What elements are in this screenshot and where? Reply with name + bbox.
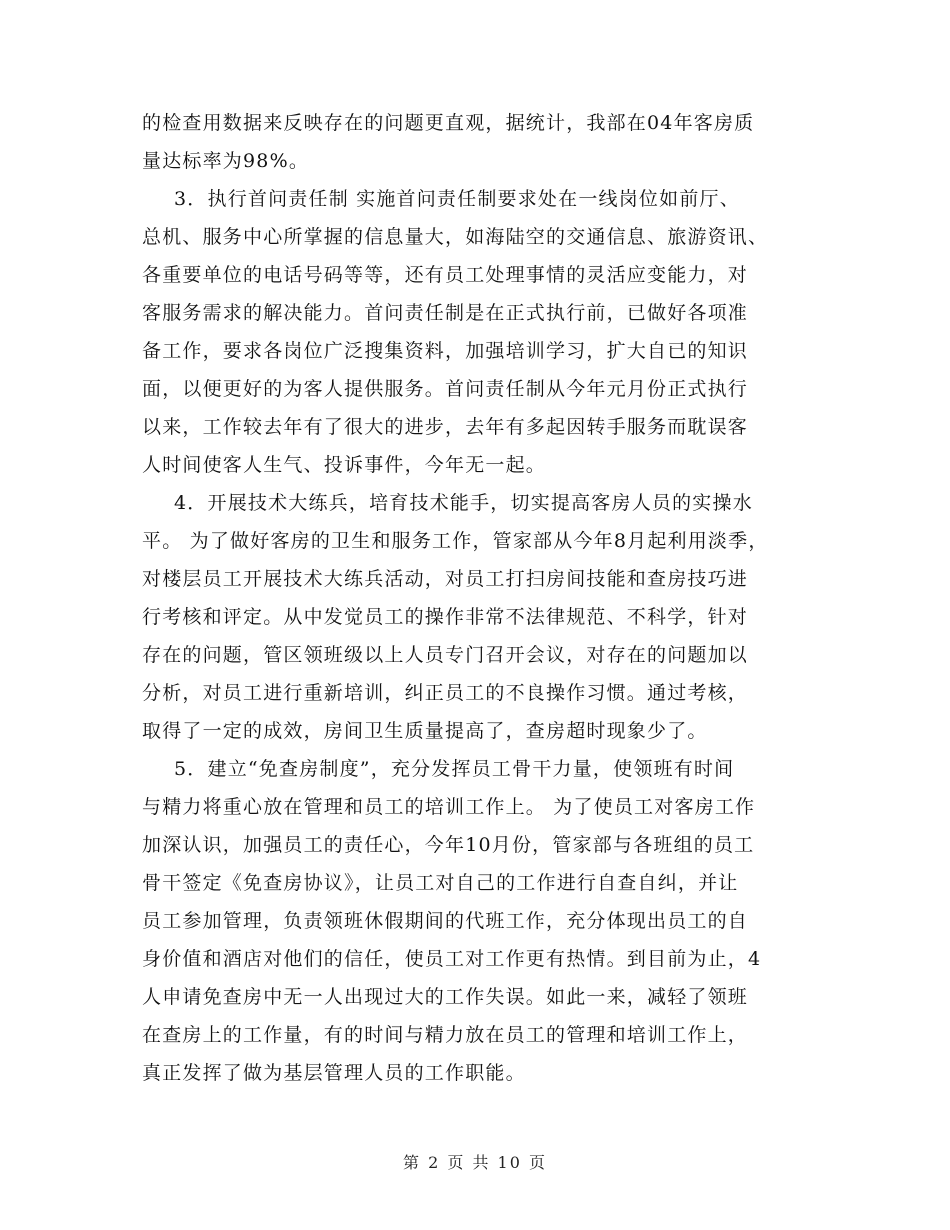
text-line: 总机、服务中心所掌握的信息量大，如海陆空的交通信息、旅游资讯、	[142, 226, 769, 248]
text-line: 加深认识，加强员工的责任心，今年10月份，管家部与各班组的员工	[142, 834, 755, 856]
text-line: 对楼层员工开展技术大练兵活动，对员工打扫房间技能和查房技巧进	[142, 568, 749, 590]
text-line: 人申请免查房中无一人出现过大的工作失误。如此一来，减轻了领班	[142, 986, 749, 1008]
text-line: 分析，对员工进行重新培训，纠正员工的不良操作习惯。通过考核，	[142, 682, 749, 704]
text-line: 在查房上的工作量，有的时间与精力放在员工的管理和培训工作上，	[142, 1024, 749, 1046]
text-line: 各重要单位的电话号码等等，还有员工处理事情的灵活应变能力，对	[142, 264, 749, 286]
text-line: 人时间使客人生气、投诉事件，今年无一起。	[142, 454, 547, 476]
text-line: 备工作，要求各岗位广泛搜集资料，加强培训学习，扩大自已的知识	[142, 340, 749, 362]
text-line: 量达标率为98%。	[142, 150, 310, 172]
text-line: 平。 为了做好客房的卫生和服务工作，管家部从今年8月起利用淡季，	[142, 530, 769, 552]
text-line: 以来，工作较去年有了很大的进步，去年有多起因转手服务而耽误客	[142, 416, 749, 438]
paragraph-heading-5: 5．建立“免查房制度”，充分发挥员工骨干力量，使领班有时间	[174, 758, 735, 780]
text-line: 存在的问题，管区领班级以上人员专门召开会议，对存在的问题加以	[142, 644, 749, 666]
text-line: 与精力将重心放在管理和员工的培训工作上。 为了使员工对客房工作	[142, 796, 756, 818]
text-line: 真正发挥了做为基层管理人员的工作职能。	[142, 1062, 526, 1084]
text-line: 骨干签定《免查房协议》，让员工对自己的工作进行自查自纠，并让	[142, 872, 739, 894]
text-line: 身价值和酒店对他们的信任，使员工对工作更有热情。到目前为止，4	[142, 948, 762, 970]
paragraph-heading-4: 4．开展技术大练兵，培育技术能手，切实提高客房人员的实操水	[174, 492, 753, 514]
page-number-footer: 第 2 页 共 10 页	[403, 1153, 547, 1172]
text-line: 面，以便更好的为客人提供服务。首问责任制从今年元月份正式执行	[142, 378, 749, 400]
text-line: 的检查用数据来反映存在的问题更直观，据统计，我部在04年客房质	[142, 112, 755, 134]
body-text	[142, 104, 812, 1092]
text-line: 员工参加管理，负责领班休假期间的代班工作，充分体现出员工的自	[142, 910, 749, 932]
paragraph-heading-3: 3．执行首问责任制 实施首问责任制要求处在一线岗位如前厅、	[174, 188, 740, 210]
text-line: 客服务需求的解决能力。首问责任制是在正式执行前，已做好各项准	[142, 302, 749, 324]
text-line: 取得了一定的成效，房间卫生质量提高了，查房超时现象少了。	[142, 720, 708, 742]
text-line: 行考核和评定。从中发觉员工的操作非常不法律规范、不科学，针对	[142, 606, 749, 628]
